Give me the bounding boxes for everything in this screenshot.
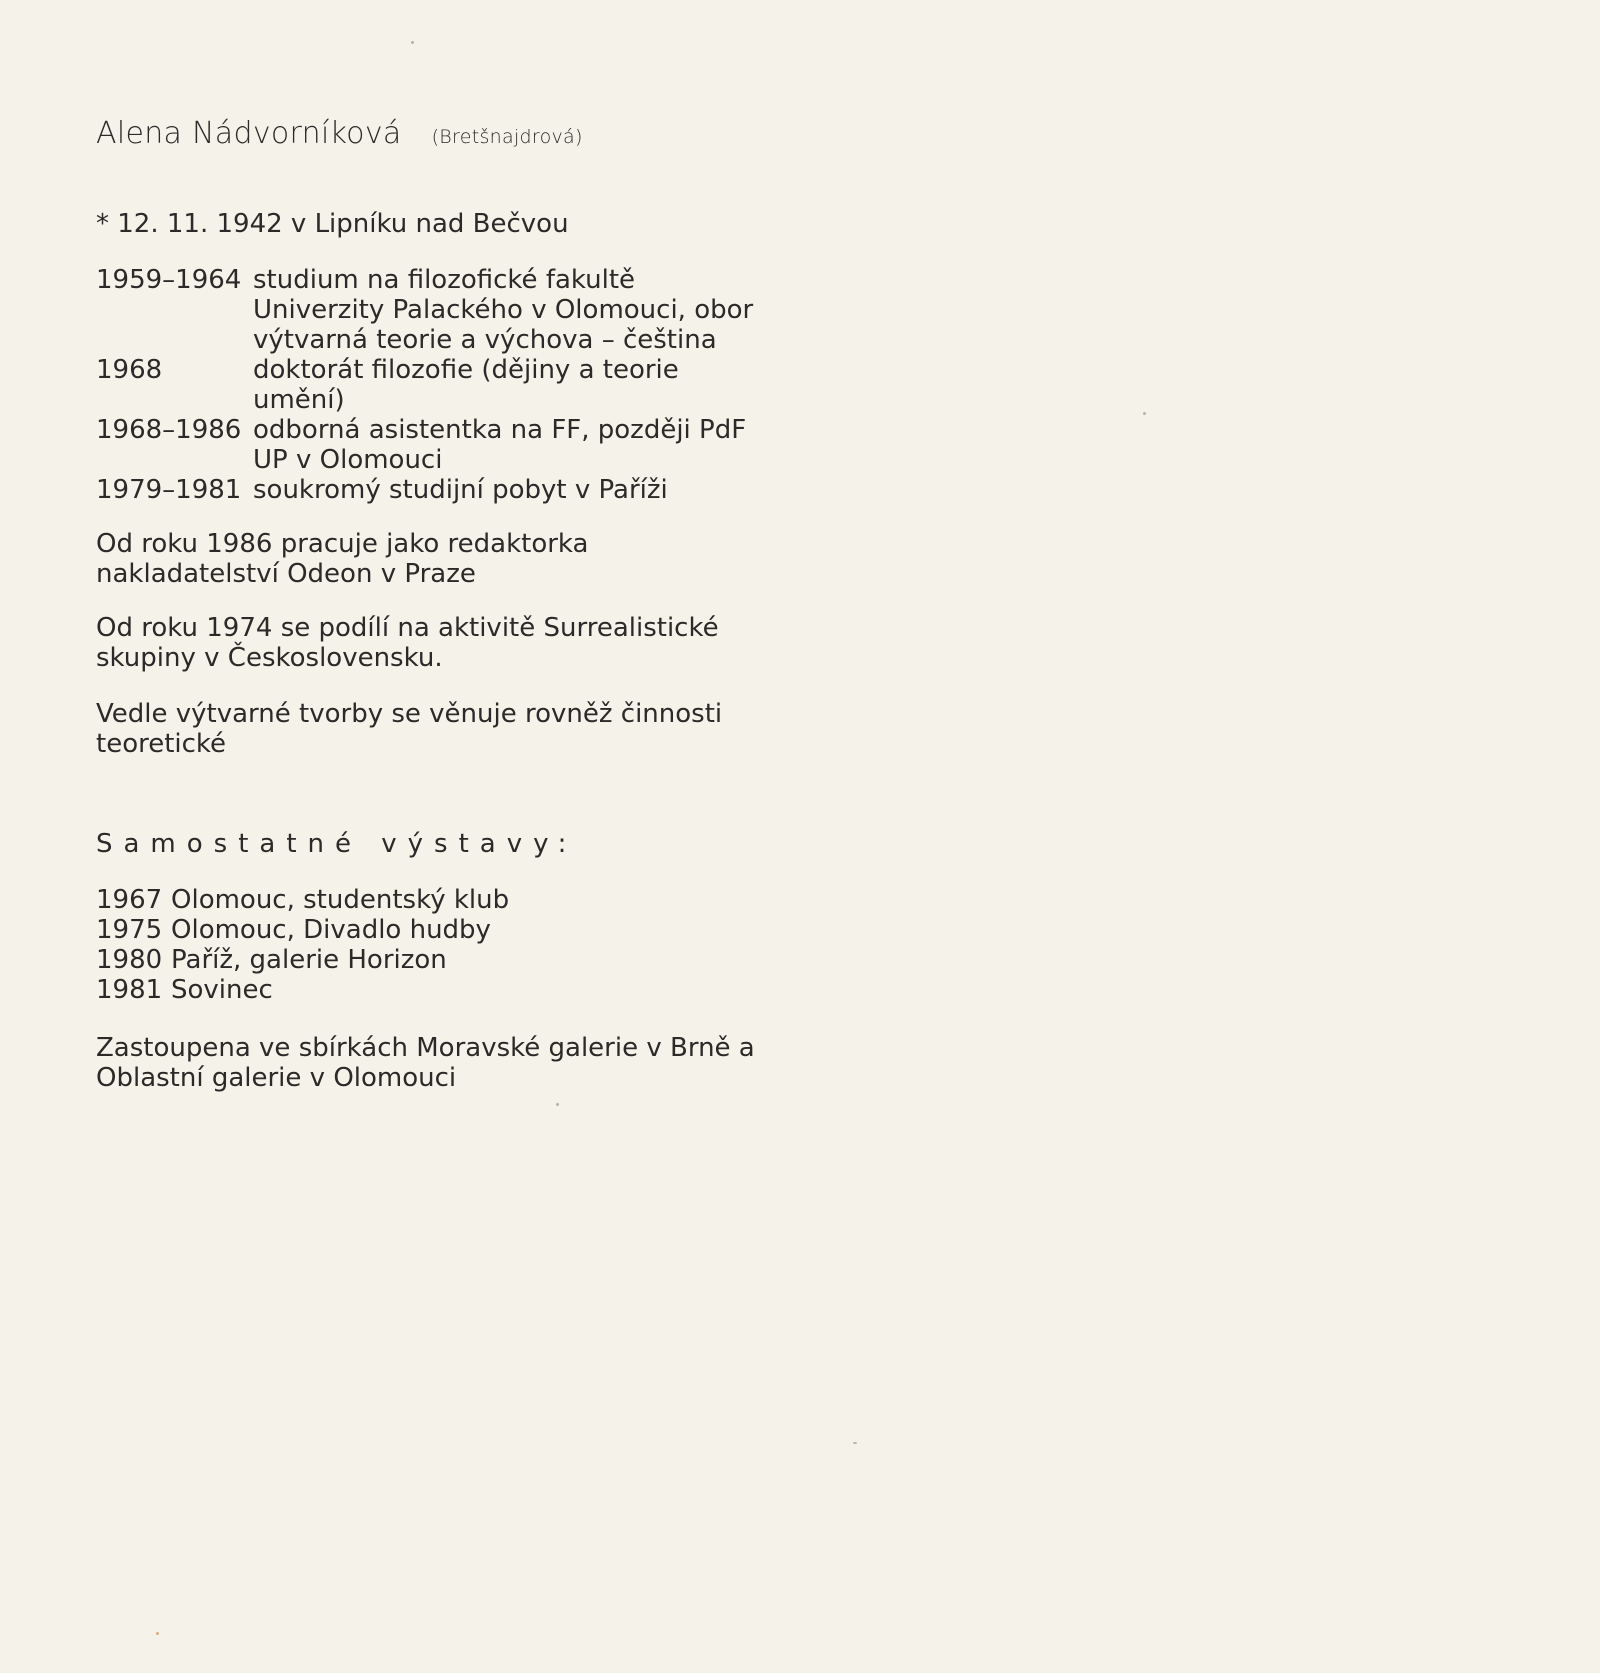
- exhibition-year: 1975: [96, 915, 163, 945]
- exhibition-place: Paříž, galerie Horizon: [171, 945, 447, 975]
- timeline-years: 1968: [96, 355, 163, 385]
- timeline-years: 1959–1964: [96, 265, 242, 295]
- exhibition-place: Olomouc, studentský klub: [171, 885, 510, 915]
- paper-speck: [156, 1632, 159, 1635]
- exhibition-item: [96, 915, 796, 945]
- exhibition-year: 1980: [96, 945, 163, 975]
- timeline-text: soukromý studijní pobyt v Paříži: [253, 475, 668, 505]
- paper-speck: [556, 1103, 559, 1106]
- timeline-text: odborná asistentka na FF, později PdF UP v Olomouci: [253, 415, 747, 475]
- exhibitions-heading: Samostatné výstavy:: [96, 829, 578, 859]
- surrealist-paragraph: Od roku 1974 se podílí na aktivitě Surrealistické skupiny v Československu.: [96, 613, 719, 673]
- maiden-name: (Bretšnajdrová): [431, 126, 583, 148]
- timeline-row: [96, 355, 796, 415]
- timeline-text: doktorát filozofie (dějiny a teorie umění): [253, 355, 679, 415]
- timeline-years: 1979–1981: [96, 475, 242, 505]
- exhibitions-list: [96, 885, 796, 1005]
- paper-speck: [411, 41, 414, 44]
- exhibition-place: Olomouc, Divadlo hudby: [171, 915, 491, 945]
- collections-paragraph: Zastoupena ve sbírkách Moravské galerie v Brně a Oblastní galerie v Olomouci: [96, 1033, 755, 1093]
- timeline-years: 1968–1986: [96, 415, 242, 445]
- odeon-paragraph: Od roku 1986 pracuje jako redaktorka nakladatelství Odeon v Praze: [96, 529, 589, 589]
- paper-speck: [853, 1442, 857, 1444]
- paper-speck: [1143, 412, 1146, 415]
- artist-name: Alena Nádvorníková: [96, 116, 402, 151]
- exhibition-item: [96, 945, 796, 975]
- timeline-row: [96, 475, 796, 505]
- exhibition-item: [96, 975, 796, 1005]
- timeline-text: studium na filozofické fakultě Univerzity Palackého v Olomouci, obor výtvarná teorie a výchova – čeština: [253, 265, 754, 355]
- career-timeline: [96, 265, 796, 505]
- biography: [96, 114, 796, 1093]
- artist-name-line: [96, 114, 796, 157]
- theory-paragraph: Vedle výtvarné tvorby se věnuje rovněž činnosti teoretické: [96, 699, 723, 759]
- exhibition-place: Sovinec: [171, 975, 273, 1005]
- timeline-row: [96, 415, 796, 475]
- exhibition-item: [96, 885, 796, 915]
- exhibition-year: 1967: [96, 885, 163, 915]
- timeline-row: [96, 265, 796, 355]
- birth-info: * 12. 11. 1942 v Lipníku nad Bečvou: [96, 209, 569, 239]
- exhibition-year: 1981: [96, 975, 163, 1005]
